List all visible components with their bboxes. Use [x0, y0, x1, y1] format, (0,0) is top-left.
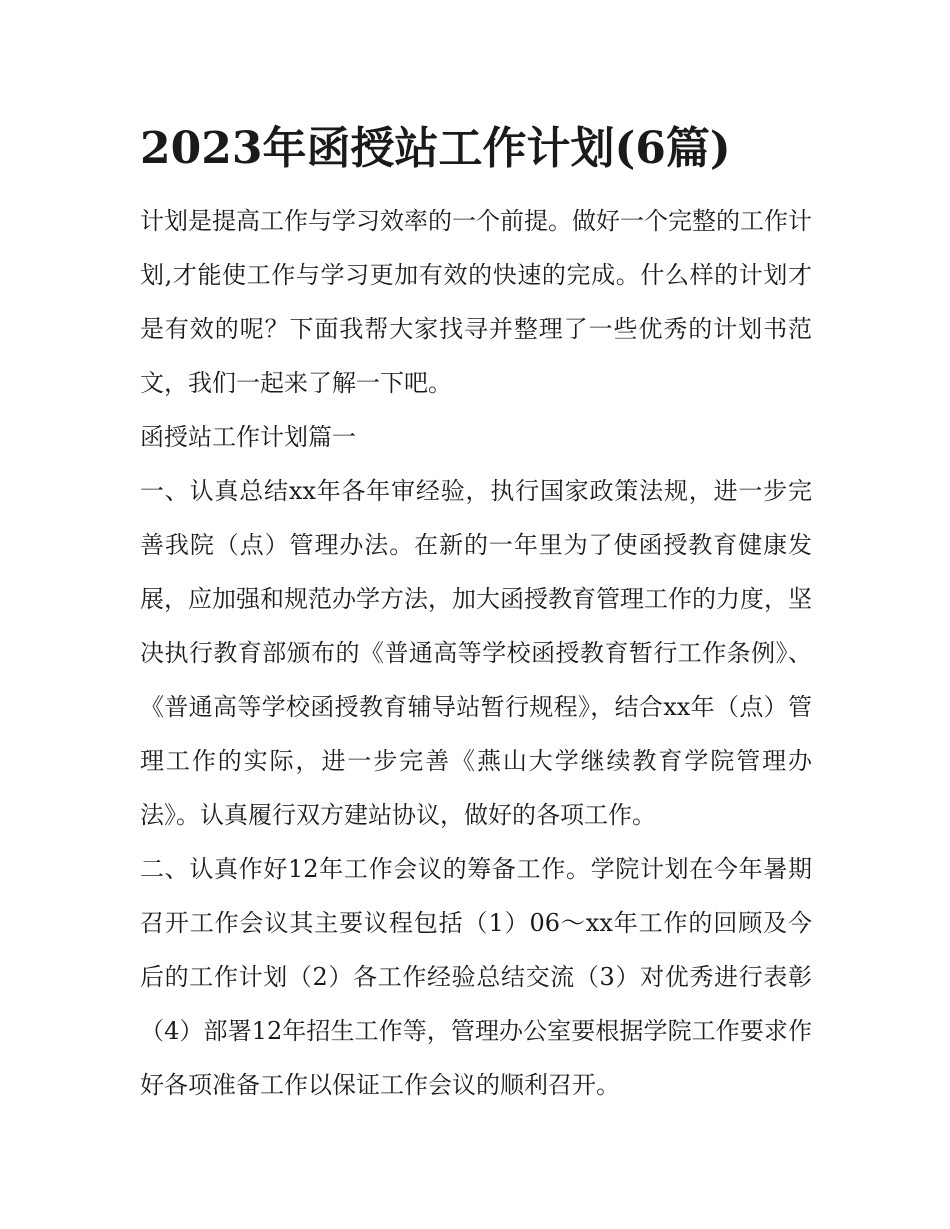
- document-page: [140, 118, 812, 1112]
- body-paragraph-1: 一、认真总结xx年各年审经验，执行国家政策法规，进一步完善我院（点）管理办法。在新的一年里为了使函授教育健康发展，应加强和规范办学方法，加大函授教育管理工作的力度，坚决执行教育部颁布的《普通高等学校函授教育暂行工作条例》、《普通高等学校函授教育辅导站暂行规程》，结合xx年（点）管理工作的实际，进一步完善《燕山大学继续教育学院管理办法》。认真履行双方建站协议，做好的各项工作。: [140, 477, 812, 829]
- section-heading: 函授站工作计划篇一: [140, 423, 356, 451]
- document-title: 2023年函授站工作计划(6篇): [140, 123, 731, 174]
- body-paragraph-2: 二、认真作好12年工作会议的筹备工作。学院计划在今年暑期召开工作会议其主要议程包括（1）06～xx年工作的回顾及今后的工作计划（2）各工作经验总结交流（3）对优秀进行表彰（4）部署12年招生工作等，管理办公室要根据学院工作要求作好各项准备工作以保证工作会议的顺利召开。: [140, 855, 812, 1099]
- intro-paragraph: 计划是提高工作与学习效率的一个前提。做好一个完整的工作计划,才能使工作与学习更加有效的快速的完成。什么样的计划才是有效的呢？下面我帮大家找寻并整理了一些优秀的计划书范文，我们一起来了解一下吧。: [140, 207, 812, 397]
